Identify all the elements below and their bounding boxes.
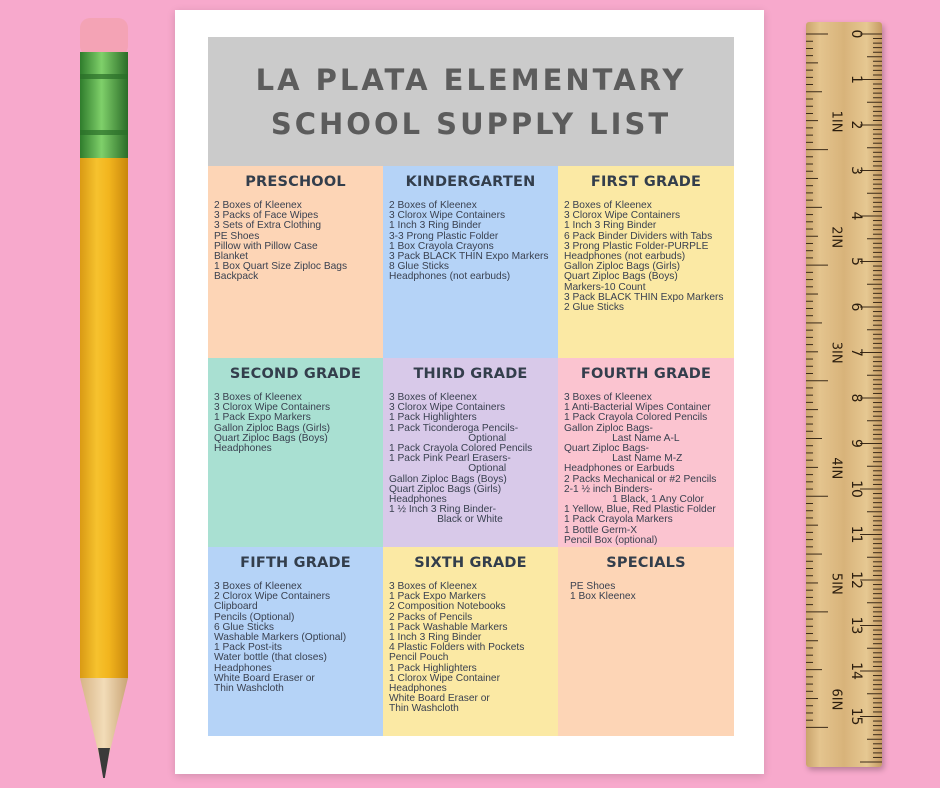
supply-item: Washable Markers (Optional) [214, 632, 347, 644]
grade-card-sixth-grade [383, 547, 558, 736]
supply-item: Headphones [389, 494, 447, 506]
supply-item: Quart Ziploc Bags- [564, 443, 649, 455]
supply-item: 3-3 Prong Plastic Folder [389, 230, 499, 242]
supply-item: 3 Boxes of Kleenex [389, 581, 477, 592]
supply-item: 2 Boxes of Kleenex [564, 200, 652, 211]
supply-item: 1 Pack Washable Markers [389, 621, 508, 633]
supply-item: 3 Boxes of Kleenex [564, 392, 652, 403]
supply-item: 1 Inch 3 Ring Binder [389, 632, 482, 644]
supply-list-sheet [175, 10, 764, 774]
supply-item: Quart Ziploc Bags (Girls) [389, 483, 502, 495]
supply-item: White Board Eraser or [214, 672, 315, 684]
supply-item: Headphones (not earbuds) [389, 271, 511, 283]
ruler-number: 11 [848, 525, 864, 544]
supply-item: Pillow with Pillow Case [214, 240, 318, 252]
grade-title: SIXTH GRADE [414, 555, 527, 571]
supply-item: 1 Box Quart Size Ziploc Bags [214, 261, 348, 273]
supply-item: 3 Prong Plastic Folder-PURPLE [564, 240, 709, 252]
supply-item: Thin Washcloth [214, 683, 284, 695]
supply-item: Quart Ziploc Bags (Boys) [214, 432, 328, 444]
supply-item: 3 Clorox Wipe Containers [389, 402, 506, 414]
grade-card-preschool [208, 166, 383, 358]
ruler-number: 15 [848, 707, 864, 726]
supply-item: 3 Sets of Extra Clothing [214, 220, 322, 232]
supply-item: 3 Clorox Wipe Containers [389, 210, 506, 222]
supply-item: 3 Boxes of Kleenex [389, 392, 477, 403]
supply-item: 2-1 ½ inch Binders- [564, 483, 653, 495]
ruler-inch-label: 2IN [828, 226, 844, 249]
supply-item: Gallon Ziploc Bags- [564, 422, 653, 434]
ruler-number: 14 [848, 662, 864, 680]
supply-item: 1 ½ Inch 3 Ring Binder- [389, 504, 497, 516]
supply-item: Blanket [214, 251, 248, 263]
supply-list [383, 393, 558, 526]
supply-item: Clipboard [214, 601, 258, 613]
page-title [208, 37, 734, 166]
supply-item: Thin Washcloth [389, 703, 459, 715]
supply-item: 1 Pack Pink Pearl Erasers- [389, 453, 511, 465]
supply-item: Headphones or Earbuds [564, 463, 675, 475]
supply-item: 3 Boxes of Kleenex [214, 392, 302, 403]
supply-item: 2 Clorox Wipe Containers [214, 591, 331, 603]
ruler-number: 9 [848, 439, 864, 448]
supply-item: 2 Packs of Pencils [389, 611, 473, 623]
ruler-number: 2 [848, 120, 864, 130]
grade-card-specials [558, 547, 734, 736]
supply-item: 2 Boxes of Kleenex [214, 200, 302, 211]
supply-item: 1 Box Kleenex [570, 591, 636, 603]
grade-grid [208, 166, 734, 736]
supply-item: 2 Packs Mechanical or #2 Pencils [564, 473, 717, 485]
supply-item: 1 Pack Crayola Colored Pencils [564, 412, 708, 424]
supply-item: Headphones (not earbuds) [564, 251, 686, 263]
supply-item: 6 Glue Sticks [214, 621, 275, 633]
ruler-inch-label: 6IN [828, 688, 844, 711]
supply-item: 4 Plastic Folders with Pockets [389, 642, 525, 654]
title-line-1: LA PLATA ELEMENTARY [255, 62, 687, 97]
supply-item: 1 Pack Post-its [214, 642, 282, 654]
grade-title: THIRD GRADE [413, 366, 528, 382]
supply-item: Headphones [214, 443, 272, 455]
supply-item: White Board Eraser or [389, 693, 490, 705]
supply-item: Headphones [389, 683, 447, 695]
grade-title: KINDERGARTEN [405, 174, 536, 190]
supply-item: Water bottle (that closes) [214, 652, 327, 664]
supply-item: 1 Pack Highlighters [389, 662, 477, 674]
supply-item: 1 Clorox Wipe Container [389, 672, 500, 684]
supply-item: PE Shoes [570, 581, 616, 592]
supply-item: Last Name M-Z [564, 453, 683, 465]
grade-title: FOURTH GRADE [580, 366, 712, 382]
grade-card-kindergarten [383, 166, 558, 358]
supply-item: Markers-10 Count [564, 281, 646, 293]
supply-item: 1 Pack Ticonderoga Pencils- [389, 422, 519, 434]
supply-list [383, 582, 558, 715]
supply-item: 1 Box Crayola Crayons [389, 240, 494, 252]
supply-list [383, 201, 558, 283]
supply-item: 1 Black, 1 Any Color [564, 494, 704, 506]
supply-item: 3 Pack BLACK THIN Expo Markers [564, 291, 724, 303]
supply-item: 1 Yellow, Blue, Red Plastic Folder [564, 504, 716, 516]
grade-title: SECOND GRADE [229, 366, 362, 382]
supply-item: 3 Packs of Face Wipes [214, 210, 319, 222]
supply-item: Headphones [214, 662, 272, 674]
ruler-number: 6 [848, 302, 864, 312]
grade-card-third-grade [383, 358, 558, 547]
ruler-number: 12 [848, 571, 864, 589]
supply-item: Quart Ziploc Bags (Boys) [564, 271, 678, 283]
ruler-number: 8 [848, 393, 864, 403]
supply-item: 1 Inch 3 Ring Binder [389, 220, 482, 232]
supply-item: 1 Pack Crayola Colored Pencils [389, 443, 533, 455]
supply-list [208, 582, 383, 694]
supply-item: 1 Pack Expo Markers [389, 591, 486, 603]
ruler-number: 13 [848, 616, 864, 635]
grade-title: PRESCHOOL [245, 174, 346, 190]
supply-item: PE Shoes [214, 230, 260, 242]
supply-item: 1 Pack Expo Markers [214, 412, 311, 424]
pencil-icon [76, 18, 136, 778]
supply-item: Backpack [214, 271, 259, 283]
supply-item: Pencils (Optional) [214, 611, 295, 623]
supply-item: 6 Pack Binder Dividers with Tabs [564, 230, 713, 242]
supply-list [558, 582, 734, 602]
grade-title: FIFTH GRADE [240, 555, 351, 571]
supply-item: Black or White [389, 514, 503, 526]
supply-item: Pencil Box (optional) [564, 534, 658, 546]
grade-title: SPECIALS [606, 555, 686, 571]
supply-item: Gallon Ziploc Bags (Girls) [564, 261, 681, 273]
supply-item: Pencil Pouch [389, 652, 449, 664]
supply-list [558, 201, 734, 313]
grade-card-first-grade [558, 166, 734, 358]
ruler-inch-label: 3IN [828, 341, 844, 364]
supply-item: Gallon Ziploc Bags (Boys) [389, 473, 507, 485]
title-line-2: SCHOOL SUPPLY LIST [270, 106, 672, 141]
supply-item: 2 Composition Notebooks [389, 601, 506, 613]
grade-card-fourth-grade [558, 358, 734, 547]
ruler-number: 5 [848, 257, 864, 266]
supply-item: 1 Anti-Bacterial Wipes Container [564, 402, 711, 414]
supply-item: 8 Glue Sticks [389, 261, 450, 273]
supply-item: 1 Inch 3 Ring Binder [564, 220, 657, 232]
ruler-inch-label: 4IN [828, 457, 844, 480]
supply-item: 1 Pack Crayola Markers [564, 514, 673, 526]
grade-card-fifth-grade [208, 547, 383, 736]
ruler-number: 3 [848, 166, 864, 175]
supply-item: 3 Pack BLACK THIN Expo Markers [389, 251, 549, 263]
ruler-number: 7 [848, 348, 864, 357]
supply-item: 1 Bottle Germ-X [564, 524, 638, 536]
supply-list [208, 201, 383, 283]
supply-list [208, 393, 383, 454]
supply-item: 3 Boxes of Kleenex [214, 581, 302, 592]
supply-item: Last Name A-L [564, 432, 680, 444]
grade-title: FIRST GRADE [590, 174, 702, 190]
supply-item: Optional [389, 463, 507, 475]
grade-card-second-grade [208, 358, 383, 547]
supply-item: 3 Clorox Wipe Containers [564, 210, 681, 222]
ruler-inch-label: 5IN [828, 572, 844, 595]
ruler-number: 10 [848, 480, 864, 498]
supply-item: 1 Pack Highlighters [389, 412, 477, 424]
ruler-inch-label: 1IN [828, 110, 844, 133]
ruler-number: 4 [848, 211, 864, 221]
supply-item: 2 Glue Sticks [564, 302, 625, 314]
ruler-number: 0 [848, 29, 864, 39]
supply-item: 2 Boxes of Kleenex [389, 200, 477, 211]
ruler-icon [806, 22, 882, 767]
supply-list [558, 393, 734, 546]
supply-item: Optional [389, 432, 507, 444]
ruler-number: 1 [848, 75, 864, 84]
supply-item: Gallon Ziploc Bags (Girls) [214, 422, 331, 434]
supply-item: 3 Clorox Wipe Containers [214, 402, 331, 414]
